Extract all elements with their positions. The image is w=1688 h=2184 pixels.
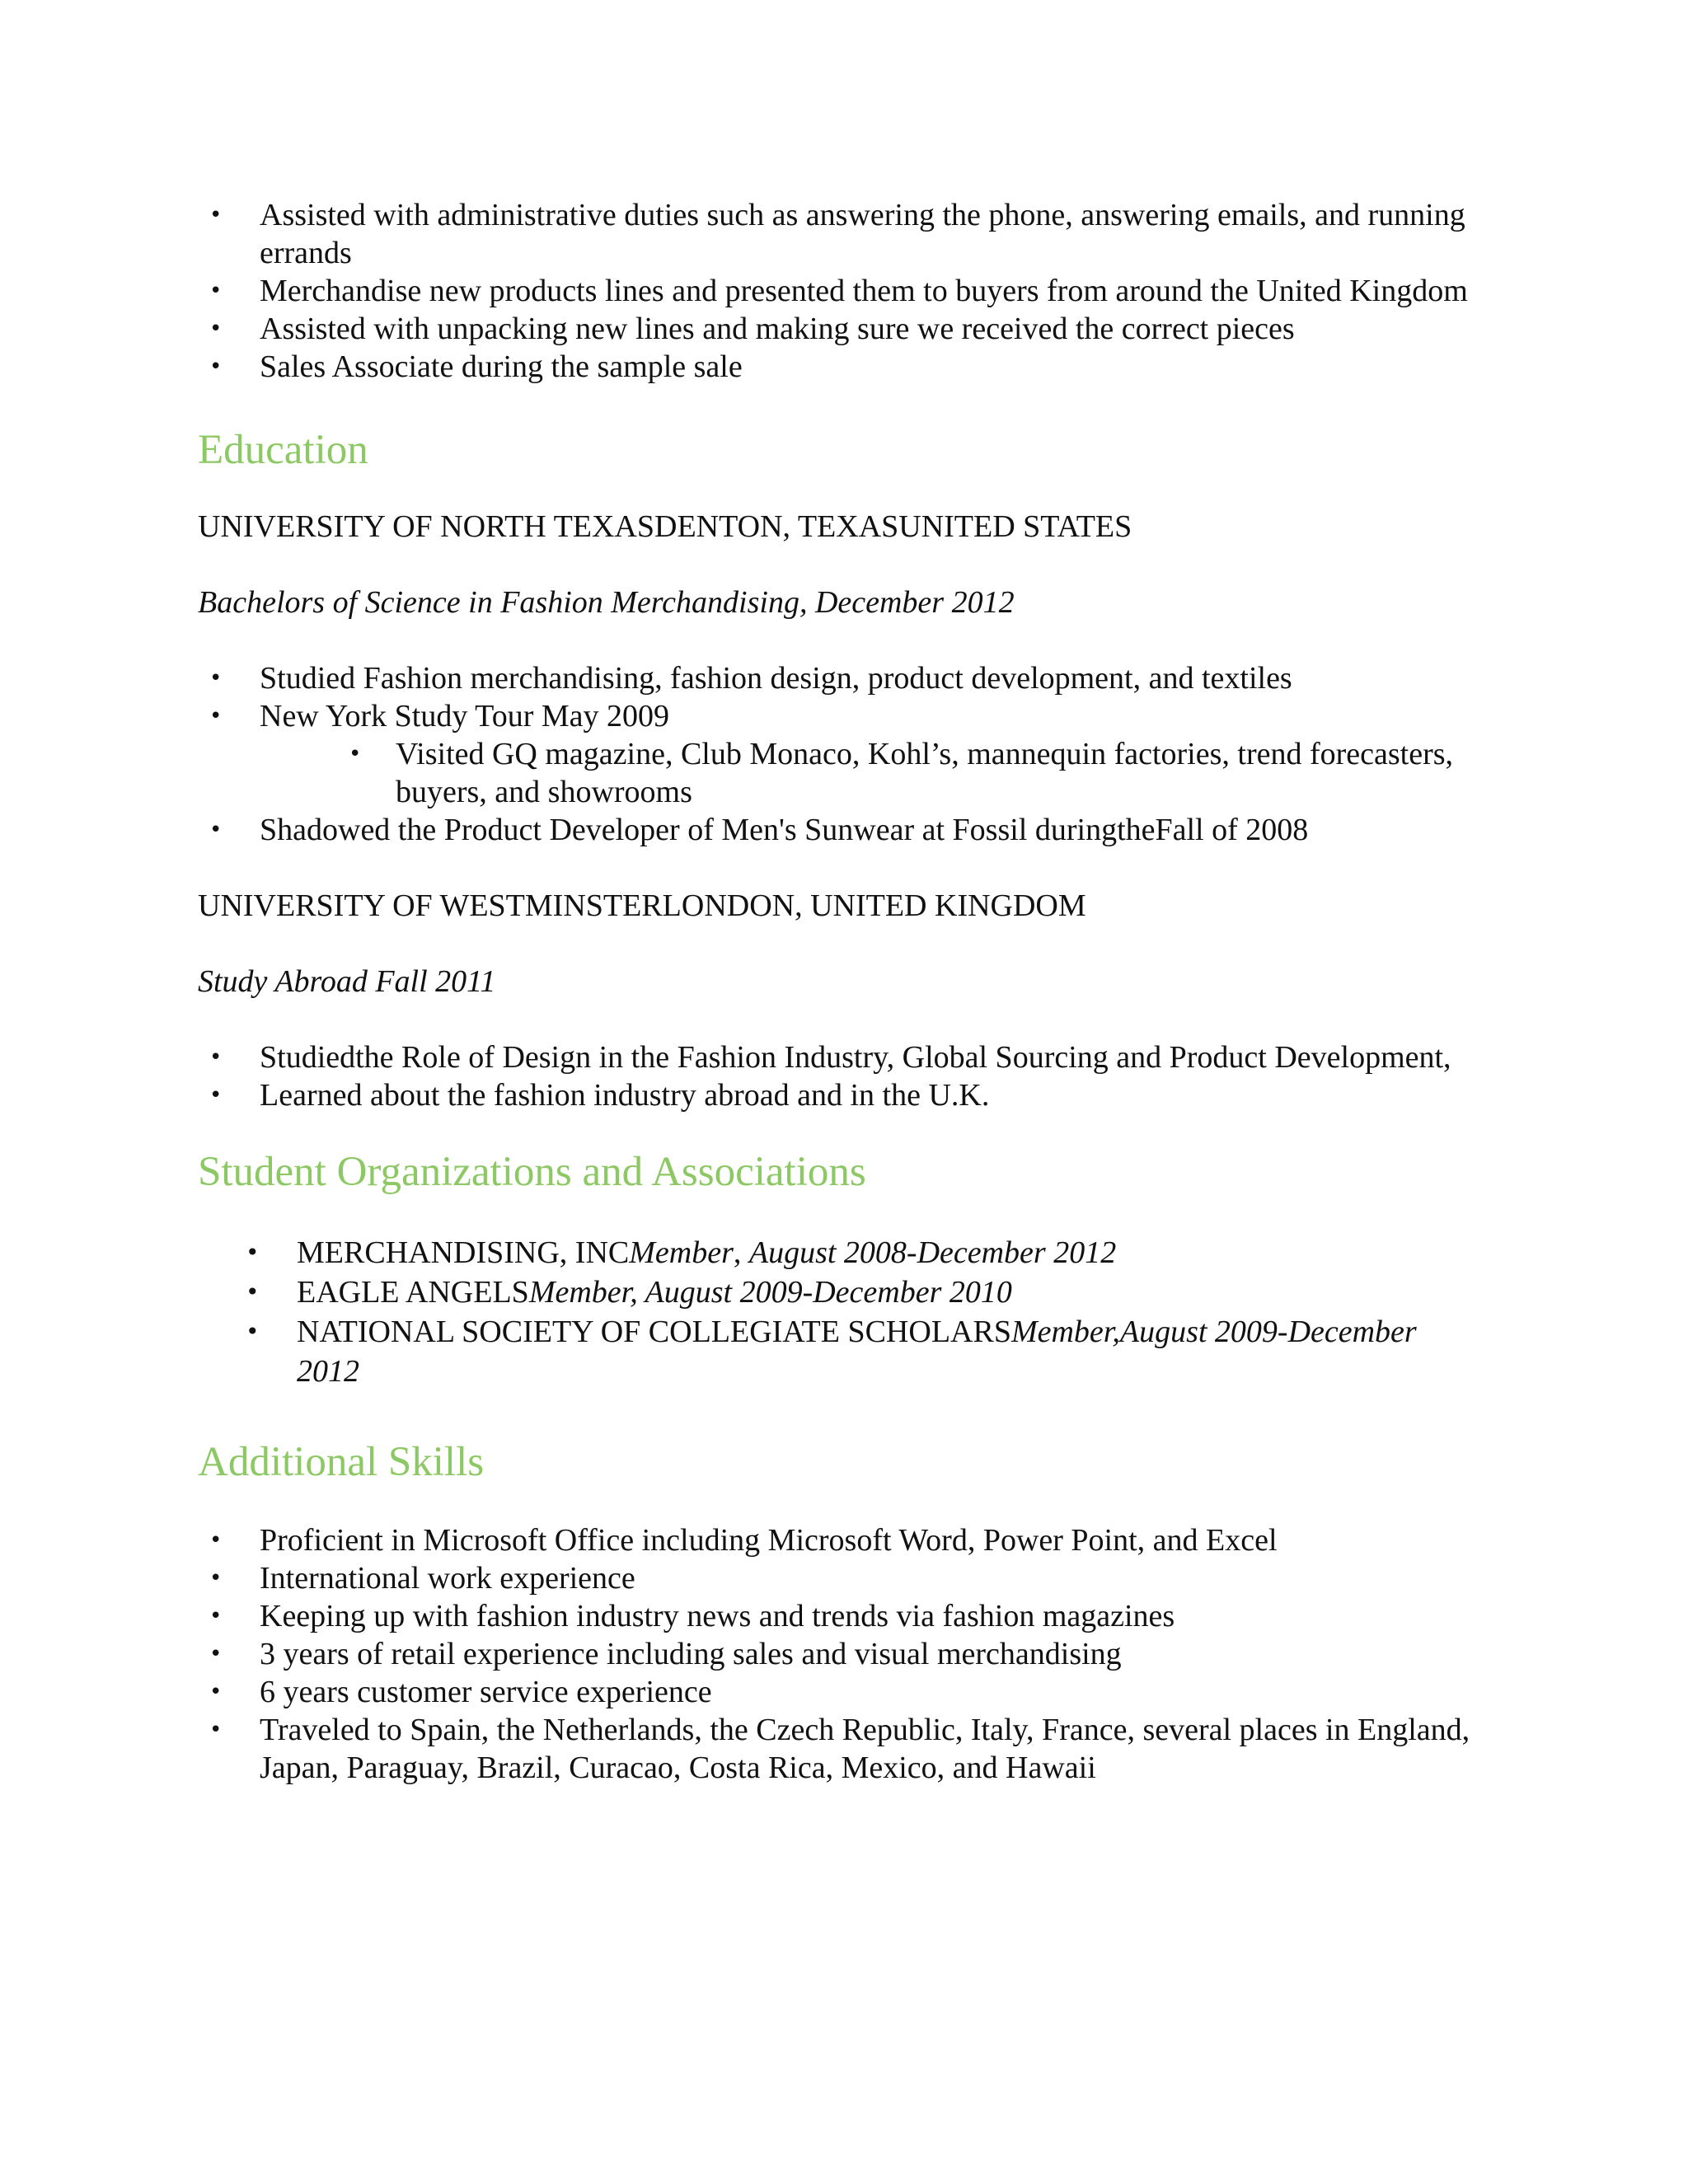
school-name-westminster: UNIVERSITY OF WESTMINSTERLONDON, UNITED KINGDOM xyxy=(198,888,1086,923)
unt-bullet-list xyxy=(198,659,1484,735)
degree-line-unt xyxy=(198,583,1484,621)
list-item: • International work experience xyxy=(198,1559,1484,1597)
org-role: Member, August 2009-December 2010 xyxy=(528,1275,1012,1310)
list-item-text: New York Study Tour May 2009 xyxy=(260,699,670,733)
resume-content xyxy=(198,196,1484,1787)
org-separator: , xyxy=(733,1235,749,1270)
list-item: • 6 years customer service experience xyxy=(198,1673,1484,1711)
skills-list xyxy=(198,1521,1484,1787)
org-dates: August 2008-December 2012 xyxy=(748,1235,1117,1270)
list-item: • Assisted with unpacking new lines and making sure we received the correct pieces xyxy=(198,310,1484,348)
list-item: • Learned about the fashion industry abroad and in the U.K. xyxy=(198,1076,1484,1114)
westminster-bullet-list xyxy=(198,1038,1484,1114)
degree-text: Bachelors of Science in Fashion Merchandising, December 2012 xyxy=(198,585,1015,620)
org-name: NATIONAL SOCIETY OF COLLEGIATE SCHOLARS xyxy=(297,1315,1011,1349)
education-heading: Education xyxy=(198,427,368,473)
list-item: • Visited GQ magazine, Club Monaco, Kohl’s, mannequin factories, trend forecasters, buyers, and showrooms xyxy=(198,735,1484,811)
list-item xyxy=(198,1272,1484,1312)
school-name-unt: UNIVERSITY OF NORTH TEXASDENTON, TEXASUNITED STATES xyxy=(198,509,1132,544)
study-tour-sub-list xyxy=(198,735,1484,811)
org-role: Member,August 2009-December 2012 xyxy=(297,1315,1417,1389)
list-item: • Shadowed the Product Developer of Men's Sunwear at Fossil duringtheFall of 2008 xyxy=(198,811,1484,849)
degree-line-westminster xyxy=(198,963,1484,1001)
org-name: MERCHANDISING, INC xyxy=(297,1235,630,1270)
list-item xyxy=(198,1233,1484,1272)
list-item xyxy=(198,1312,1484,1391)
org-name: EAGLE ANGELS xyxy=(297,1275,529,1310)
organizations-heading: Student Organizations and Associations xyxy=(198,1149,866,1195)
list-item: • Keeping up with fashion industry news and trends via fashion magazines xyxy=(198,1597,1484,1635)
list-item: • Studied Fashion merchandising, fashion design, product development, and textiles xyxy=(198,659,1484,697)
organizations-list xyxy=(198,1233,1484,1391)
list-item xyxy=(198,697,1484,735)
unt-bullet-list-continued xyxy=(198,811,1484,849)
experience-bullet-list xyxy=(198,196,1484,386)
list-item: • Studiedthe Role of Design in the Fashion Industry, Global Sourcing and Product Development, xyxy=(198,1038,1484,1076)
list-item: • Merchandise new products lines and presented them to buyers from around the United Kingdom xyxy=(198,272,1484,310)
skills-heading: Additional Skills xyxy=(198,1439,485,1485)
list-item: • Traveled to Spain, the Netherlands, the Czech Republic, Italy, France, several places in England, Japan, Paraguay, Brazil, Curacao, Costa Rica, Mexico, and Hawaii xyxy=(198,1711,1484,1787)
list-item: • Proficient in Microsoft Office including Microsoft Word, Power Point, and Excel xyxy=(198,1521,1484,1559)
list-item: • Assisted with administrative duties such as answering the phone, answering emails, and running errands xyxy=(198,196,1484,272)
org-role: Member xyxy=(629,1235,734,1270)
degree-text: Study Abroad Fall 2011 xyxy=(198,964,496,999)
list-item: • 3 years of retail experience including sales and visual merchandising xyxy=(198,1635,1484,1673)
list-item: • Sales Associate during the sample sale xyxy=(198,348,1484,386)
